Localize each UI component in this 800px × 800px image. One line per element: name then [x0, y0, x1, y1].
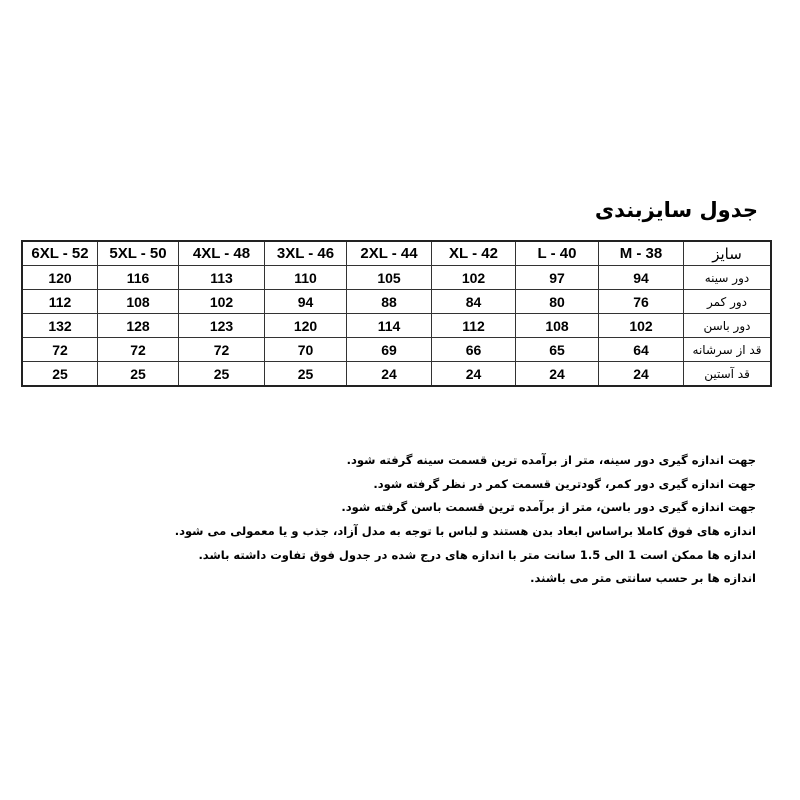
size-chart-table — [21, 240, 772, 387]
measurement-cell: 70 — [265, 338, 347, 362]
measurement-notes — [174, 449, 756, 591]
note-line: اندازه ها بر حسب سانتی متر می باشند. — [530, 571, 756, 586]
measurement-cell: 94 — [599, 266, 684, 290]
row-label: قد از سرشانه — [684, 338, 772, 362]
size-header-cell: 6XL - 52 — [22, 241, 98, 266]
table-row — [22, 362, 771, 387]
note-line: اندازه ها ممکن است 1 الی 1.5 سانت متر با اندازه های درج شده در جدول فوق تفاوت داشته باشد. — [198, 547, 756, 562]
measurement-cell: 120 — [265, 314, 347, 338]
table-header-row — [22, 241, 771, 266]
row-label: دور کمر — [684, 290, 772, 314]
table-row — [22, 338, 771, 362]
measurement-cell: 132 — [22, 314, 98, 338]
measurement-cell: 128 — [98, 314, 179, 338]
measurement-cell: 84 — [432, 290, 516, 314]
measurement-cell: 25 — [22, 362, 98, 387]
measurement-cell: 64 — [599, 338, 684, 362]
measurement-cell: 116 — [98, 266, 179, 290]
measurement-cell: 114 — [347, 314, 432, 338]
table-row — [22, 290, 771, 314]
measurement-cell: 24 — [599, 362, 684, 387]
measurement-cell: 102 — [599, 314, 684, 338]
note-line: اندازه های فوق کاملا براساس ابعاد بدن هستند و لباس با توجه به مدل آزاد، جذب و یا معمولی می شود. — [174, 524, 756, 539]
row-label: دور سینه — [684, 266, 772, 290]
measurement-cell: 102 — [432, 266, 516, 290]
measurement-cell: 97 — [516, 266, 599, 290]
measurement-cell: 120 — [22, 266, 98, 290]
table-row — [22, 314, 771, 338]
measurement-cell: 24 — [432, 362, 516, 387]
measurement-cell: 69 — [347, 338, 432, 362]
size-header-cell: 3XL - 46 — [265, 241, 347, 266]
row-label: دور باسن — [684, 314, 772, 338]
measurement-cell: 24 — [516, 362, 599, 387]
size-header-cell: M - 38 — [599, 241, 684, 266]
note-line: جهت اندازه گیری دور باسن، متر از برآمده ترین قسمت باسن گرفته شود. — [341, 500, 756, 515]
measurement-cell: 72 — [98, 338, 179, 362]
measurement-cell: 108 — [516, 314, 599, 338]
size-header-cell: XL - 42 — [432, 241, 516, 266]
size-header-cell: 5XL - 50 — [98, 241, 179, 266]
measurement-cell: 105 — [347, 266, 432, 290]
size-header-cell: 2XL - 44 — [347, 241, 432, 266]
measurement-cell: 112 — [22, 290, 98, 314]
size-header-cell: L - 40 — [516, 241, 599, 266]
measurement-cell: 80 — [516, 290, 599, 314]
measurement-cell: 108 — [98, 290, 179, 314]
row-label-header: سایز — [684, 241, 772, 266]
table-row — [22, 266, 771, 290]
measurement-cell: 65 — [516, 338, 599, 362]
measurement-cell: 123 — [179, 314, 265, 338]
size-header-cell: 4XL - 48 — [179, 241, 265, 266]
note-line: جهت اندازه گیری دور سینه، متر از برآمده ترین قسمت سینه گرفته شود. — [346, 453, 756, 467]
measurement-cell: 88 — [347, 290, 432, 314]
measurement-cell: 24 — [347, 362, 432, 387]
measurement-cell: 102 — [179, 290, 265, 314]
measurement-cell: 110 — [265, 266, 347, 290]
measurement-cell: 94 — [265, 290, 347, 314]
measurement-cell: 113 — [179, 266, 265, 290]
measurement-cell: 112 — [432, 314, 516, 338]
measurement-cell: 76 — [599, 290, 684, 314]
measurement-cell: 66 — [432, 338, 516, 362]
measurement-cell: 25 — [179, 362, 265, 387]
measurement-cell: 25 — [98, 362, 179, 387]
measurement-cell: 25 — [265, 362, 347, 387]
page-title: جدول سایزبندی — [594, 198, 758, 222]
measurement-cell: 72 — [179, 338, 265, 362]
note-line: جهت اندازه گیری دور کمر، گودترین قسمت کمر در نظر گرفته شود. — [373, 476, 756, 491]
row-label: قد آستین — [684, 362, 772, 387]
measurement-cell: 72 — [22, 338, 98, 362]
